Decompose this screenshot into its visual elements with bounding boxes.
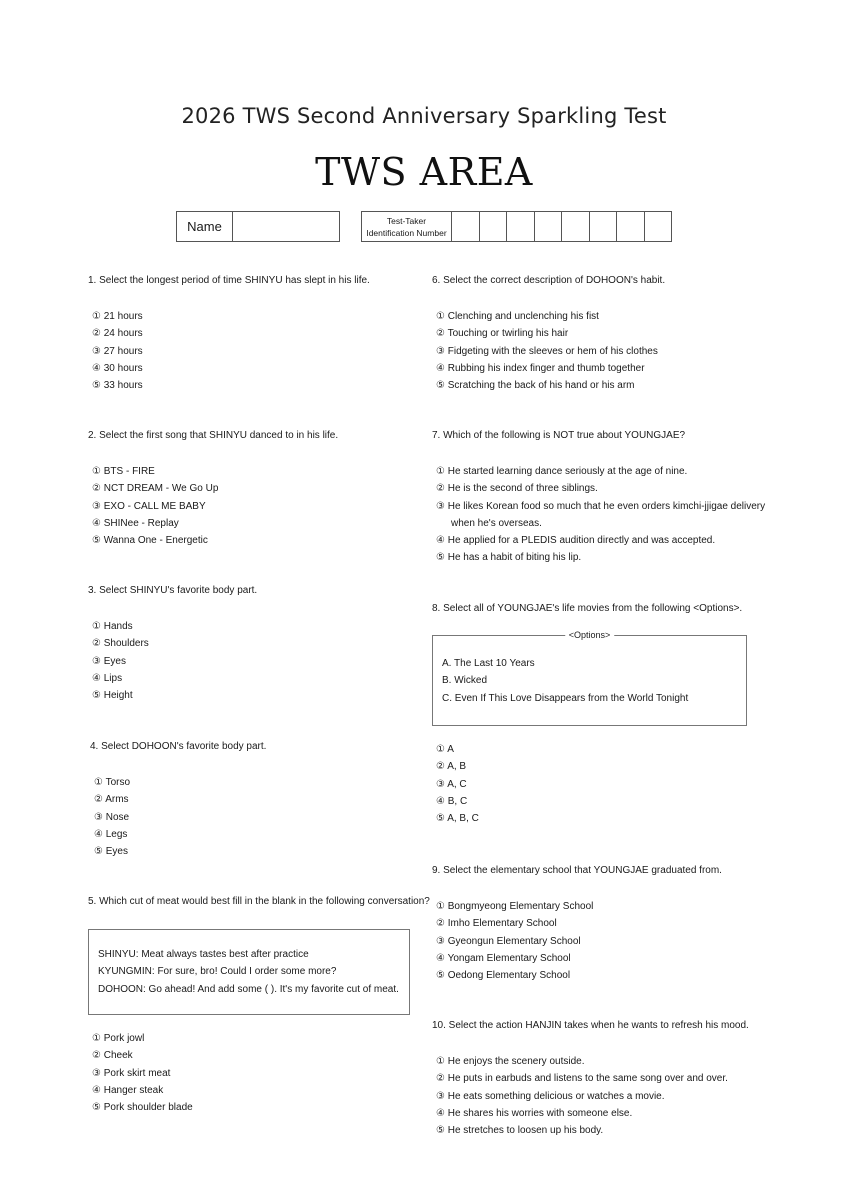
question-3 (88, 584, 257, 704)
id-digit-cell[interactable] (645, 212, 672, 241)
answer-option[interactable]: ③ 27 hours (92, 345, 143, 357)
answer-option[interactable]: ① Torso (94, 777, 131, 788)
id-label-line1: Test-Taker (386, 215, 427, 226)
question-stem: 4. Select DOHOON's favorite body part. (90, 741, 267, 752)
answer-option[interactable]: ② Shoulders (92, 638, 149, 650)
question-7 (432, 429, 765, 567)
id-digit-cell[interactable] (507, 212, 535, 241)
answer-option[interactable]: ② Touching or twirling his hair (436, 328, 569, 340)
test-title: TWS AREA (315, 150, 533, 194)
options-box-item: C. Even If This Love Disappears from the World Tonight (442, 692, 689, 704)
answer-option[interactable]: ① He enjoys the scenery outside. (436, 1056, 585, 1067)
question-stem: 2. Select the first song that SHINYU danced to in his life. (88, 430, 339, 441)
dialogue-line: KYUNGMIN: For sure, bro! Could I order some more? (98, 966, 337, 978)
id-digit-cell[interactable] (480, 212, 508, 241)
option-text: ③ He likes Korean food so much that he even orders kimchi-jjigae delivery (436, 500, 766, 512)
answer-option[interactable]: ④ B, C (436, 795, 468, 807)
answer-option[interactable]: ③ A, C (436, 778, 467, 790)
option-text-continued: when he's overseas. (451, 517, 542, 529)
answer-option[interactable]: ① Hands (92, 621, 133, 632)
test-subtitle: 2026 TWS Second Anniversary Sparkling Test (181, 104, 667, 128)
answer-option[interactable]: ⑤ Oedong Elementary School (436, 970, 571, 982)
answer-option[interactable]: ④ He shares his worries with someone else. (436, 1107, 633, 1119)
question-stem: 7. Which of the following is NOT true about YOUNGJAE? (432, 430, 686, 441)
id-digit-cell[interactable] (562, 212, 590, 241)
answer-option[interactable]: ③ Fidgeting with the sleeves or hem of his clothes (436, 345, 658, 357)
question-stem: 8. Select all of YOUNGJAE's life movies from the following <Options>. (432, 603, 743, 614)
answer-option[interactable]: ⑤ He has a habit of biting his lip. (436, 552, 582, 564)
answer-option[interactable]: ⑤ Scratching the back of his hand or his arm (436, 380, 635, 392)
answer-option[interactable]: ② Arms (94, 794, 129, 806)
answer-option[interactable]: ① Clenching and unclenching his fist (436, 311, 599, 322)
answer-option[interactable]: ④ Legs (94, 828, 128, 840)
answer-option[interactable]: ② 24 hours (92, 328, 143, 340)
answer-option[interactable]: ① 21 hours (92, 311, 143, 322)
name-field[interactable] (176, 211, 340, 242)
question-5-options (88, 1030, 193, 1116)
answer-option[interactable]: ② Imho Elementary School (436, 918, 557, 930)
options-box-title: <Options> (565, 629, 615, 642)
answer-option[interactable]: ③ Nose (94, 811, 130, 823)
answer-option[interactable]: ① Pork jowl (92, 1033, 145, 1044)
question-8 (432, 602, 742, 616)
id-digit-cell[interactable] (590, 212, 618, 241)
answer-option[interactable]: ⑤ He stretches to loosen up his body. (436, 1125, 604, 1137)
answer-option[interactable]: ⑤ Wanna One - Energetic (92, 535, 208, 547)
answer-option[interactable] (432, 498, 765, 533)
question-10 (432, 1019, 749, 1139)
id-number-field[interactable] (361, 211, 672, 242)
dialogue-line: DOHOON: Go ahead! And add some ( ). It's my favorite cut of meat. (98, 983, 399, 995)
answer-option[interactable]: ④ He applied for a PLEDIS audition directly and was accepted. (436, 535, 716, 547)
question-5 (88, 895, 430, 909)
question-4 (90, 740, 266, 860)
question-2 (88, 429, 338, 549)
answer-option[interactable]: ② Cheek (92, 1050, 133, 1062)
answer-option[interactable]: ⑤ Eyes (94, 846, 128, 858)
dialogue-line: SHINYU: Meat always tastes best after practice (98, 949, 309, 960)
id-digit-cell[interactable] (617, 212, 645, 241)
answer-option[interactable]: ③ EXO - CALL ME BABY (92, 500, 206, 512)
answer-option[interactable]: ① Bongmyeong Elementary School (436, 901, 594, 912)
answer-option[interactable]: ③ He eats something delicious or watches a movie. (436, 1090, 665, 1102)
answer-option[interactable]: ④ SHINee - Replay (92, 517, 179, 529)
question-9 (432, 864, 722, 984)
question-stem: 1. Select the longest period of time SHINYU has slept in his life. (88, 275, 370, 286)
answer-option[interactable]: ⑤ Height (92, 690, 133, 702)
answer-option[interactable]: ① He started learning dance seriously at the age of nine. (436, 466, 688, 477)
answer-option[interactable]: ③ Gyeongun Elementary School (436, 935, 581, 947)
answer-option[interactable]: ② NCT DREAM - We Go Up (92, 483, 219, 495)
answer-option[interactable]: ② A, B (436, 761, 467, 773)
name-input-area[interactable] (233, 212, 339, 241)
answer-option[interactable]: ④ 30 hours (92, 362, 143, 374)
answer-option[interactable]: ① A (436, 744, 454, 755)
question-stem: 6. Select the correct description of DOHOON's habit. (432, 275, 666, 286)
question-6 (432, 274, 665, 394)
name-label: Name (177, 212, 233, 241)
answer-option[interactable]: ④ Rubbing his index finger and thumb together (436, 362, 645, 374)
dialogue-box (88, 929, 410, 1015)
answer-option[interactable]: ⑤ Pork shoulder blade (92, 1102, 193, 1114)
answer-option[interactable]: ② He is the second of three siblings. (436, 483, 598, 495)
options-box-item: B. Wicked (442, 675, 488, 687)
answer-option[interactable]: ⑤ 33 hours (92, 380, 143, 392)
question-stem: 10. Select the action HANJIN takes when he wants to refresh his mood. (432, 1020, 749, 1031)
answer-option[interactable]: ④ Yongam Elementary School (436, 952, 571, 964)
id-digit-cell[interactable] (535, 212, 563, 241)
answer-option[interactable]: ④ Hanger steak (92, 1084, 164, 1096)
answer-option[interactable]: ① BTS - FIRE (92, 466, 155, 477)
id-label-line2: Identification Number (366, 227, 447, 238)
answer-option[interactable]: ③ Eyes (92, 655, 126, 667)
answer-option[interactable]: ⑤ A, B, C (436, 813, 479, 825)
options-box (432, 630, 747, 726)
id-number-label (362, 212, 452, 241)
question-8-options (432, 741, 479, 827)
question-1 (88, 274, 370, 394)
answer-option[interactable]: ③ Pork skirt meat (92, 1067, 171, 1079)
answer-option[interactable]: ② He puts in earbuds and listens to the same song over and over. (436, 1073, 728, 1085)
question-stem: 3. Select SHINYU's favorite body part. (88, 585, 258, 596)
question-stem: 9. Select the elementary school that YOUNGJAE graduated from. (432, 865, 722, 876)
answer-option[interactable]: ④ Lips (92, 672, 123, 684)
question-stem: 5. Which cut of meat would best fill in the blank in the following conversation? (88, 896, 430, 907)
options-box-item: A. The Last 10 Years (442, 658, 535, 669)
id-digit-cell[interactable] (452, 212, 480, 241)
